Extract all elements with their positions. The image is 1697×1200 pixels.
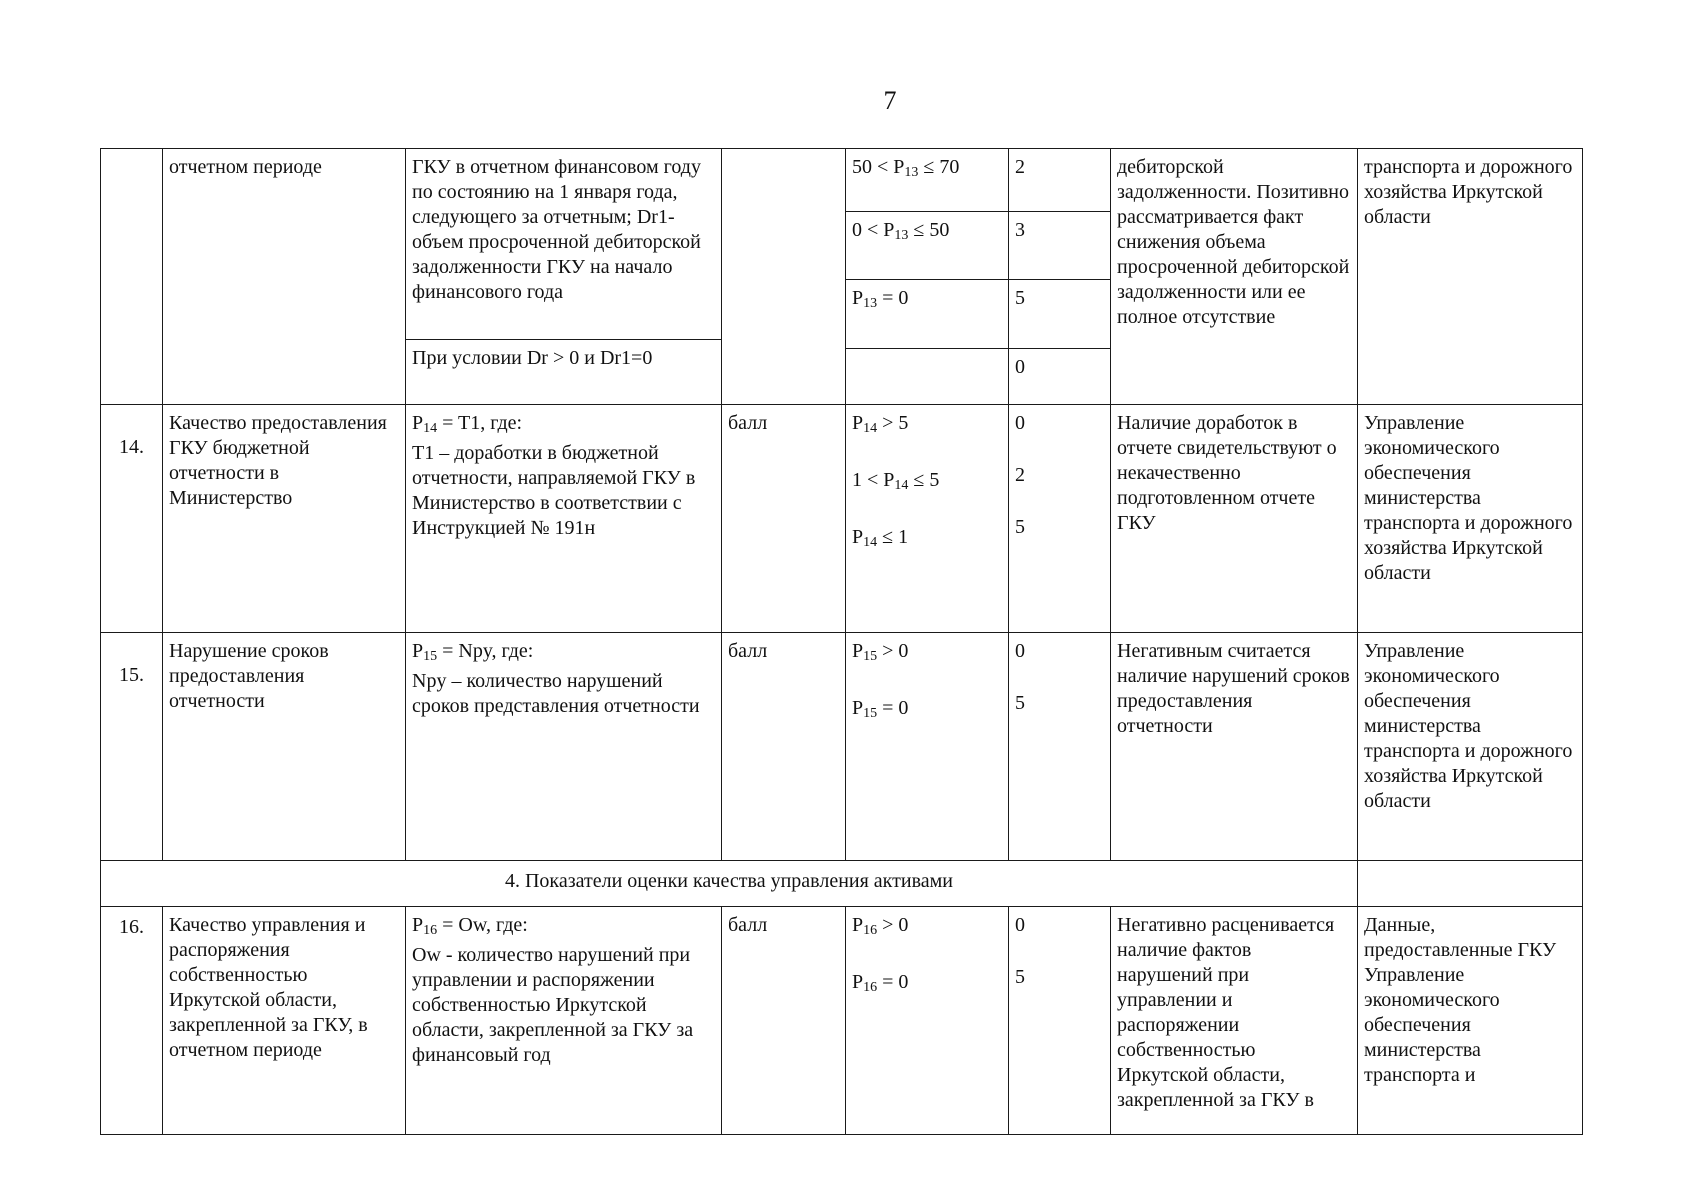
conditions	[846, 907, 1009, 1135]
condition: $P_{15} = 0$	[852, 697, 909, 721]
cell-conditions	[846, 149, 1009, 405]
indicator-formula: $P_{15}$ = Npy, где: Npy – количество нарушений сроков представления отчетности	[406, 633, 722, 861]
cell-comment: дебиторской задолженности. Позитивно рассматривается факт снижения объема просроченной дебиторской задолженности или ее полное отсутствие	[1111, 149, 1358, 405]
comment: Негативным считается наличие нарушений сроков предоставления отчетности	[1111, 633, 1358, 861]
section-empty-cell	[1358, 861, 1583, 907]
unit: балл	[722, 405, 846, 633]
table-row-16	[101, 907, 1583, 1135]
source: Данные, предоставленные ГКУ Управление экономического обеспечения министерства транспорта и	[1358, 907, 1583, 1135]
section-title: 4. Показатели оценки качества управления активами	[101, 861, 1358, 907]
formula-condition: При условии Dr > 0 и Dr1=0	[412, 347, 653, 369]
score-cell: 2	[1009, 149, 1110, 212]
score-cell: 3	[1009, 212, 1110, 280]
scores	[1009, 907, 1111, 1135]
score: 5	[1015, 516, 1025, 538]
indicator-name: Качество предоставления ГКУ бюджетной отчетности в Министерство	[163, 405, 406, 633]
table-row-15	[101, 633, 1583, 861]
row-number: 15.	[101, 633, 163, 861]
score: 2	[1015, 464, 1025, 486]
table-row-continued	[101, 149, 1583, 405]
indicator-name: Нарушение сроков предоставления отчетности	[163, 633, 406, 861]
condition-cell: $50 < P_{13} \le 70$	[846, 149, 1008, 212]
score: 0	[1015, 640, 1025, 662]
row-number: 14.	[101, 405, 163, 633]
score-cell: 5	[1009, 280, 1110, 349]
score-cell: 0	[1015, 356, 1025, 378]
cell-unit	[722, 149, 846, 405]
cell-scores	[1009, 149, 1111, 405]
cell-num	[101, 149, 163, 405]
conditions	[846, 633, 1009, 861]
conditions	[846, 405, 1009, 633]
cell-name: отчетном периоде	[163, 149, 406, 405]
comment: Наличие доработок в отчете свидетельствуют о некачественно подготовленном отчете ГКУ	[1111, 405, 1358, 633]
condition-cell: $P_{13} = 0$	[846, 280, 1008, 349]
condition: $P_{16} = 0$	[852, 971, 909, 995]
unit: балл	[722, 907, 846, 1135]
indicator-table	[100, 148, 1583, 1135]
comment: Негативно расценивается наличие фактов нарушений при управлении и распоряжении собственностью Иркутской области, закрепленной за ГКУ в	[1111, 907, 1358, 1135]
table-row-14	[101, 405, 1583, 633]
source: Управление экономического обеспечения министерства транспорта и дорожного хозяйства Иркутской области	[1358, 633, 1583, 861]
score: 0	[1015, 914, 1025, 936]
condition: $P_{14} \le 1$	[852, 526, 909, 550]
section-header-row	[101, 861, 1583, 907]
unit: балл	[722, 633, 846, 861]
scores	[1009, 633, 1111, 861]
condition-cell: $0 < P_{13} \le 50$	[846, 212, 1008, 280]
condition-cell	[846, 349, 1008, 359]
row-number: 16.	[101, 907, 163, 1135]
score: 5	[1015, 692, 1025, 714]
formula-text: ГКУ в отчетном финансовом году по состоянию на 1 января года, следующего за отчетным; Dr1- объем просроченной дебиторской задолженности ГКУ на начало финансового года	[406, 149, 721, 340]
condition: $P_{14} > 5$	[852, 412, 909, 436]
cell-formula	[406, 149, 722, 405]
page-number: 7	[883, 86, 897, 115]
indicator-formula: $P_{14} = T1$, где: T1 – доработки в бюджетной отчетности, направляемой ГКУ в Министерство в соответствии с Инструкцией № 191н	[406, 405, 722, 633]
condition: $P_{15} > 0$	[852, 640, 909, 664]
cell-source: транспорта и дорожного хозяйства Иркутской области	[1358, 149, 1583, 405]
indicator-name: Качество управления и распоряжения собственностью Иркутской области, закрепленной за ГКУ, в отчетном периоде	[163, 907, 406, 1135]
source: Управление экономического обеспечения министерства транспорта и дорожного хозяйства Иркутской области	[1358, 405, 1583, 633]
indicator-formula: $P_{16} = Ow$, где: Ow - количество нарушений при управлении и распоряжении собственностью Иркутской области, закрепленной за ГКУ за финансовый год	[406, 907, 722, 1135]
score: 5	[1015, 966, 1025, 988]
scores	[1009, 405, 1111, 633]
condition: $P_{16} > 0$	[852, 914, 909, 938]
score: 0	[1015, 412, 1025, 434]
condition: $1 < P_{14} \le 5$	[852, 469, 940, 493]
